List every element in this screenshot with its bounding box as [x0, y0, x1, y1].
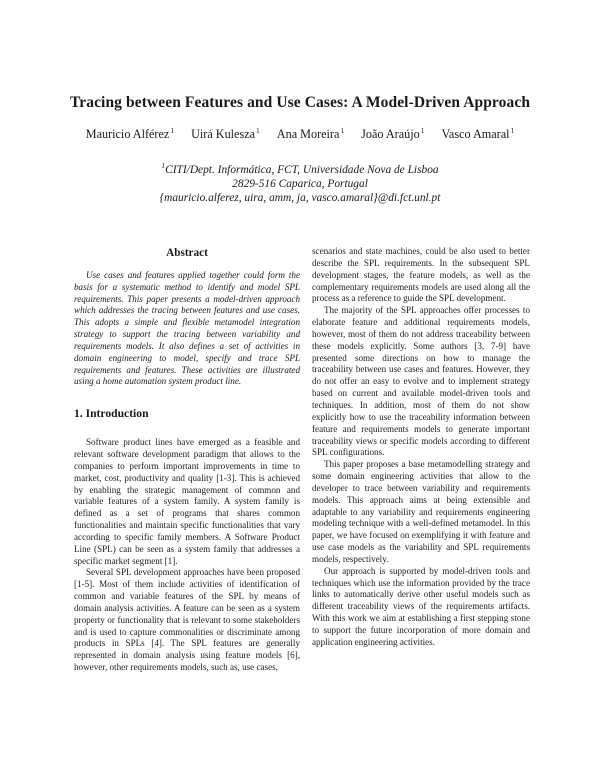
left-column [74, 246, 300, 674]
author-3: Ana Moreira$^1$ [276, 125, 345, 141]
author-4: João Araújo$^1$ [361, 125, 425, 141]
section-heading-introduction: 1. Introduction [74, 407, 149, 421]
paper-title: Tracing between Features and Use Cases: A Model-Driven Approach [69, 94, 531, 111]
paragraph: This paper proposes a base metamodelling strategy and some domain engineering activities that allow to the developer to trace between variability and requirements models. This approach aims at being extensible and adaptable to any variability and requirements engineering modeling technique with a well-defined metamodel. In this paper, we have focused on exemplifying it with feature and use case models as the variability and SPL requirements models, respectively. [312, 459, 530, 564]
affiliation-line-1: $^1$CITI/Dept. Informática, FCT, Universidade Nova de Lisboa [161, 161, 439, 176]
author-list [0, 127, 600, 142]
affiliation-line-2: 2829-516 Caparica, Portugal [232, 178, 368, 190]
paragraph: Software product lines have emerged as a feasible and relevant software development paradigm that allows to the companies to perform important improvements in time to market, cost, productivity and quality [1-3]. This is achieved by enabling the strategic management of common and variable features of a system family. A system family is defined as a set of programs that shares common functionalities and maintain specific functionalities that vary according to specific family members. A Software Product Line (SPL) can be seen as a system family that addresses a specific market segment [1]. [74, 437, 300, 566]
paragraph: The majority of the SPL approaches offer processes to elaborate feature and additional requirements models, however, most of them do not address traceability between these models explicitly. Some authors [3, 7-9] have presented some directions on how to manage the traceability between use cases and features. However, they do not offer an easy to evolve and to implement strategy based on current and available model-driven tools and techniques. In addition, most of them do not show explicitly how to use the traceability information between feature and requirements models to generate important traceability views or specific models according to different SPL configurations. [312, 305, 530, 458]
paragraph: Several SPL development approaches have been proposed [1-5]. Most of them include activities of identification of common and variable features of the SPL by means of domain analysis activities. A feature can be seen as a system property or functionality that is relevant to some stakeholders and is used to capture commonalities or discriminate among products in SPLs [4]. The SPL features are generally represented in domain analysis using feature models [6], however, other requirements models, such as, use cases, [74, 567, 300, 673]
affiliation-emails: {mauricio.alferez, uira, amm, ja, vasco.amaral}@di.fct.unl.pt [159, 192, 441, 204]
affiliation [0, 163, 600, 205]
paragraph: scenarios and state machines, could be also used to better describe the SPL requirements. In the subsequent SPL development stages, the feature models, as well as the complementary requirements models are used along all the process as a reference to guide the SPL development. [312, 246, 530, 304]
author-5: Vasco Amaral$^1$ [441, 125, 515, 141]
author-2: Uirá Kulesza$^1$ [191, 125, 260, 141]
abstract-text: Use cases and features applied together could form the basis for a systematic method to identify and model SPL requirements. This paper presents a model-driven approach which addresses the tracing between features and use cases. This adopts a simple and flexible metamodel integration strategy to support the tracing between variability and requirements models. It also defines a set of activities in domain engineering to model, specify and trace SPL requirements and features. These activities are illustrated using a home automation system product line. [74, 269, 300, 387]
right-column [312, 246, 530, 649]
paragraph: Our approach is supported by model-driven tools and techniques which use the information provided by the trace links to automatically derive other useful models such as different traceability views of the requirements artifacts. With this work we aim at establishing a first stepping stone to support the future incorporation of more domain and application engineering activities. [312, 565, 530, 647]
abstract-heading: Abstract [166, 247, 208, 259]
author-1: Mauricio Alférez$^1$ [85, 125, 175, 141]
